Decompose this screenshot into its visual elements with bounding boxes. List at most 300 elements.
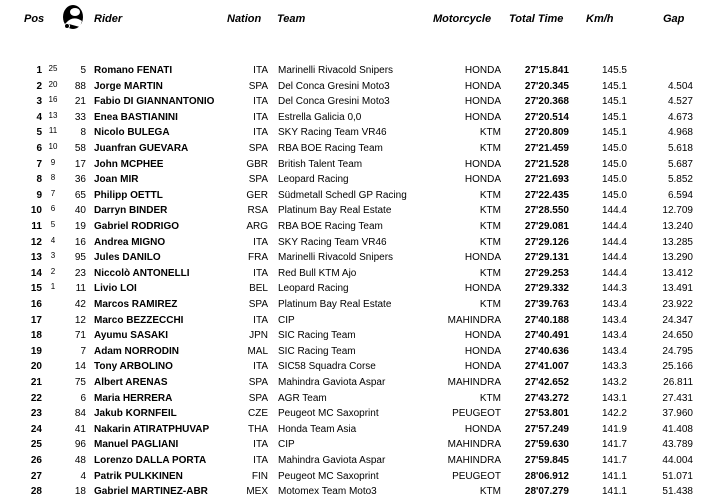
- average-speed: 145.5: [601, 65, 627, 76]
- average-speed: 142.2: [601, 408, 627, 420]
- championship-points: 2: [50, 266, 56, 276]
- average-speed: 145.1: [601, 96, 627, 108]
- total-time: 27'15.841: [524, 65, 569, 76]
- rider-name: Lorenzo DALLA PORTA: [94, 455, 207, 466]
- rider-number: 4: [80, 470, 86, 482]
- total-time: 27'40.188: [524, 314, 569, 326]
- rider-position: 15: [30, 283, 42, 295]
- total-time: 27'21.459: [524, 143, 569, 154]
- time-gap: 4.673: [667, 111, 693, 123]
- championship-points: 6: [50, 204, 56, 214]
- rider-number: 7: [80, 345, 86, 357]
- time-gap: 5.618: [667, 143, 693, 154]
- average-speed: 143.4: [601, 314, 627, 326]
- total-time: 27'20.345: [524, 80, 569, 92]
- rider-name: Ayumu SASAKI: [94, 330, 169, 342]
- rider-name: Patrik PULKKINEN: [94, 470, 183, 482]
- total-time: 27'22.435: [524, 189, 569, 201]
- time-gap: 27.431: [662, 392, 693, 404]
- rider-position: 2: [36, 80, 42, 92]
- rider-number: 5: [80, 65, 86, 76]
- table-row: [0, 484, 710, 500]
- rider-name: Niccolò ANTONELLI: [94, 267, 190, 279]
- rider-position: 5: [36, 127, 42, 139]
- motorcycle-make: MAHINDRA: [447, 314, 501, 326]
- average-speed: 143.2: [601, 377, 627, 388]
- table-row: [0, 157, 710, 173]
- time-gap: 26.811: [663, 377, 693, 388]
- rider-number: 18: [74, 486, 86, 498]
- team-name: AGR Team: [278, 392, 327, 404]
- motorcycle-make: KTM: [479, 205, 501, 217]
- championship-points: 3: [50, 251, 56, 261]
- total-time: 27'20.514: [524, 111, 569, 123]
- rider-name: Albert ARENAS: [94, 377, 168, 388]
- rider-position: 22: [30, 392, 42, 404]
- table-row: [0, 375, 710, 391]
- total-time: 27'29.332: [524, 283, 569, 295]
- motorcycle-make: HONDA: [464, 158, 501, 170]
- time-gap: 13.290: [662, 252, 693, 264]
- team-name: Mahindra Gaviota Aspar: [278, 377, 386, 388]
- rider-number: 17: [74, 158, 86, 170]
- time-gap: 13.491: [662, 283, 693, 295]
- header-rider: Rider: [94, 13, 123, 25]
- average-speed: 144.4: [601, 236, 627, 248]
- table-row: [0, 313, 710, 329]
- championship-points: 13: [48, 110, 58, 120]
- time-gap: 4.504: [667, 80, 693, 92]
- rider-nation: ITA: [253, 111, 268, 123]
- rider-name: Adam NORRODIN: [94, 345, 180, 357]
- average-speed: 141.7: [601, 439, 627, 451]
- rider-name: Jakub KORNFEIL: [94, 408, 177, 420]
- motorcycle-make: HONDA: [464, 111, 501, 123]
- rider-number: 65: [74, 189, 86, 201]
- rider-name: Tony ARBOLINO: [94, 361, 173, 373]
- motorcycle-make: PEUGEOT: [452, 470, 501, 482]
- total-time: 27'29.081: [524, 221, 569, 232]
- rider-name: Romano FENATI: [94, 65, 173, 76]
- total-time: 27'42.652: [524, 377, 569, 388]
- time-gap: 23.922: [662, 299, 693, 310]
- time-gap: 24.347: [662, 314, 693, 326]
- table-row: [0, 63, 710, 79]
- motorcycle-make: HONDA: [464, 330, 501, 342]
- rider-name: Gabriel RODRIGO: [94, 221, 180, 232]
- rider-number: 96: [74, 439, 86, 451]
- total-time: 27'29.131: [524, 252, 569, 264]
- average-speed: 145.0: [601, 143, 627, 154]
- rider-position: 9: [36, 189, 42, 201]
- team-name: Südmetall Schedl GP Racing: [278, 189, 407, 201]
- rider-nation: ITA: [253, 314, 268, 326]
- table-row: [0, 172, 710, 188]
- championship-points: 4: [50, 235, 56, 245]
- total-time: 27'20.368: [524, 96, 569, 108]
- time-gap: 41.408: [662, 423, 693, 435]
- rider-name: Juanfran GUEVARA: [94, 143, 189, 154]
- championship-points: 25: [48, 64, 58, 73]
- average-speed: 145.1: [601, 127, 627, 139]
- team-name: SIC58 Squadra Corse: [278, 361, 376, 373]
- average-speed: 143.4: [601, 330, 627, 342]
- header-kmh: Km/h: [586, 13, 614, 25]
- championship-points: 11: [48, 126, 58, 136]
- rider-position: 12: [30, 236, 42, 248]
- average-speed: 144.4: [601, 221, 627, 232]
- rider-position: 24: [30, 423, 42, 435]
- motorcycle-make: HONDA: [464, 423, 501, 435]
- header-gap: Gap: [663, 13, 685, 25]
- average-speed: 144.4: [601, 252, 627, 264]
- table-row: [0, 297, 710, 313]
- total-time: 27'28.550: [524, 205, 569, 217]
- motorcycle-make: HONDA: [464, 80, 501, 92]
- rider-nation: SPA: [248, 174, 268, 186]
- average-speed: 141.7: [601, 455, 627, 466]
- motorcycle-make: HONDA: [464, 283, 501, 295]
- rider-name: Enea BASTIANINI: [94, 111, 178, 123]
- total-time: 28'07.279: [524, 486, 569, 498]
- time-gap: 12.709: [662, 205, 693, 217]
- rider-position: 19: [30, 345, 42, 357]
- total-time: 27'41.007: [524, 361, 569, 373]
- average-speed: 143.3: [601, 361, 627, 373]
- time-gap: 37.960: [662, 408, 693, 420]
- rider-number: 8: [80, 127, 86, 139]
- team-name: Marinelli Rivacold Snipers: [278, 252, 394, 264]
- total-time: 28'06.912: [524, 470, 569, 482]
- rider-nation: SPA: [248, 377, 268, 388]
- team-name: RBA BOE Racing Team: [278, 143, 383, 154]
- rider-name: Fabio DI GIANNANTONIO: [94, 96, 215, 108]
- time-gap: 24.650: [662, 330, 693, 342]
- motorcycle-make: KTM: [479, 189, 501, 201]
- time-gap: 13.412: [662, 267, 693, 279]
- time-gap: 44.004: [662, 455, 693, 466]
- team-name: CIP: [278, 439, 295, 451]
- rider-number: 58: [74, 143, 86, 154]
- total-time: 27'20.809: [524, 127, 569, 139]
- average-speed: 141.1: [601, 486, 627, 498]
- motorcycle-make: HONDA: [464, 252, 501, 264]
- table-row: [0, 219, 710, 235]
- time-gap: 5.687: [667, 158, 693, 170]
- team-name: Platinum Bay Real Estate: [278, 299, 392, 310]
- table-row: [0, 188, 710, 204]
- rider-nation: ITA: [253, 455, 268, 466]
- rider-number: 88: [74, 80, 86, 92]
- rider-nation: GBR: [246, 158, 268, 170]
- motorcycle-make: MAHINDRA: [447, 439, 501, 451]
- rider-number: 33: [74, 111, 86, 123]
- header-total-time: Total Time: [509, 13, 564, 25]
- rider-number: 23: [74, 267, 86, 279]
- rider-name: Jorge MARTIN: [94, 80, 163, 92]
- team-name: Marinelli Rivacold Snipers: [278, 65, 394, 76]
- rider-position: 26: [30, 455, 42, 466]
- rider-position: 25: [30, 439, 42, 451]
- rider-position: 20: [30, 361, 42, 373]
- team-name: Red Bull KTM Ajo: [278, 267, 357, 279]
- team-name: Leopard Racing: [278, 283, 349, 295]
- motorcycle-make: MAHINDRA: [447, 377, 501, 388]
- motorcycle-make: KTM: [479, 486, 501, 498]
- motorcycle-make: MAHINDRA: [447, 455, 501, 466]
- time-gap: 51.071: [662, 470, 693, 482]
- average-speed: 143.4: [601, 345, 627, 357]
- rider-nation: MAL: [247, 345, 268, 357]
- team-name: SIC Racing Team: [278, 345, 356, 357]
- average-speed: 144.4: [601, 267, 627, 279]
- rider-name: Jules DANILO: [94, 252, 161, 264]
- motorcycle-make: HONDA: [464, 174, 501, 186]
- motorcycle-make: KTM: [479, 392, 501, 404]
- championship-points: 20: [48, 79, 58, 89]
- team-name: Motomex Team Moto3: [278, 486, 377, 498]
- rider-number: 14: [74, 361, 86, 373]
- rider-number: 42: [74, 299, 86, 310]
- average-speed: 144.4: [601, 205, 627, 217]
- header-team: Team: [277, 13, 306, 25]
- rider-name: Marco BEZZECCHI: [94, 314, 184, 326]
- rider-number: 36: [74, 174, 86, 186]
- motorcycle-make: HONDA: [464, 361, 501, 373]
- rider-position: 10: [30, 205, 42, 217]
- rider-name: Maria HERRERA: [94, 392, 173, 404]
- table-row: [0, 110, 710, 126]
- time-gap: 4.968: [667, 127, 693, 139]
- table-row: [0, 94, 710, 110]
- championship-points: 5: [50, 220, 56, 229]
- rider-position: 27: [30, 470, 42, 482]
- rider-position: 1: [36, 65, 42, 76]
- rider-nation: SPA: [248, 299, 268, 310]
- rider-position: 3: [36, 96, 42, 108]
- header-nation: Nation: [227, 13, 262, 25]
- championship-points: 1: [50, 282, 56, 292]
- motorcycle-make: KTM: [479, 143, 501, 154]
- championship-points: 16: [48, 95, 58, 105]
- rider-name: Nicolo BULEGA: [94, 127, 170, 139]
- rider-position: 18: [30, 330, 42, 342]
- team-name: CIP: [278, 314, 295, 326]
- table-row: [0, 344, 710, 360]
- rider-name: Marcos RAMIREZ: [94, 299, 178, 310]
- motorcycle-rider-icon: [58, 3, 88, 31]
- table-row: [0, 250, 710, 266]
- rider-nation: MEX: [246, 486, 268, 498]
- rider-position: 13: [30, 252, 42, 264]
- championship-points: 8: [50, 173, 56, 183]
- rider-position: 16: [30, 299, 42, 310]
- rider-name: Joan MIR: [94, 174, 139, 186]
- total-time: 27'53.801: [524, 408, 569, 420]
- team-name: Peugeot MC Saxoprint: [278, 470, 379, 482]
- rider-number: 12: [74, 314, 86, 326]
- motorcycle-make: HONDA: [464, 345, 501, 357]
- rider-number: 41: [74, 423, 86, 435]
- table-row: [0, 141, 710, 157]
- team-name: Honda Team Asia: [278, 423, 357, 435]
- total-time: 27'59.845: [524, 455, 569, 466]
- rider-nation: FRA: [248, 252, 268, 264]
- rider-number: 95: [74, 252, 86, 264]
- average-speed: 145.1: [601, 80, 627, 92]
- time-gap: 51.438: [662, 486, 693, 498]
- table-row: [0, 453, 710, 469]
- team-name: Del Conca Gresini Moto3: [278, 96, 390, 108]
- rider-position: 4: [36, 111, 42, 123]
- motorcycle-make: HONDA: [464, 96, 501, 108]
- motorcycle-make: PEUGEOT: [452, 408, 501, 420]
- rider-number: 19: [74, 221, 86, 232]
- table-row: [0, 359, 710, 375]
- team-name: Peugeot MC Saxoprint: [278, 408, 379, 420]
- rider-number: 16: [74, 236, 86, 248]
- table-row: [0, 391, 710, 407]
- rider-number: 11: [75, 283, 86, 295]
- rider-nation: ITA: [253, 96, 268, 108]
- rider-nation: ITA: [253, 236, 268, 248]
- rider-nation: ITA: [253, 65, 268, 76]
- team-name: SKY Racing Team VR46: [278, 236, 387, 248]
- total-time: 27'21.693: [524, 174, 569, 186]
- table-row: [0, 406, 710, 422]
- motorcycle-make: KTM: [479, 127, 501, 139]
- rider-nation: ITA: [253, 439, 268, 451]
- total-time: 27'29.253: [524, 267, 569, 279]
- time-gap: 5.852: [667, 174, 693, 186]
- table-row: [0, 437, 710, 453]
- championship-points: 9: [50, 157, 56, 167]
- average-speed: 145.0: [601, 158, 627, 170]
- table-row: [0, 235, 710, 251]
- total-time: 27'57.249: [524, 423, 569, 435]
- rider-nation: SPA: [248, 143, 268, 154]
- championship-points: 10: [48, 142, 58, 151]
- rider-number: 75: [74, 377, 86, 388]
- rider-name: Livio LOI: [94, 283, 137, 295]
- rider-nation: ARG: [246, 221, 268, 232]
- team-name: Platinum Bay Real Estate: [278, 205, 392, 217]
- team-name: SKY Racing Team VR46: [278, 127, 387, 139]
- team-name: RBA BOE Racing Team: [278, 221, 383, 232]
- team-name: Mahindra Gaviota Aspar: [278, 455, 386, 466]
- table-row: [0, 125, 710, 141]
- rider-nation: FIN: [251, 470, 268, 482]
- rider-position: 7: [36, 158, 42, 170]
- team-name: SIC Racing Team: [278, 330, 356, 342]
- rider-name: Darryn BINDER: [94, 205, 168, 217]
- rider-position: 6: [36, 143, 42, 154]
- rider-nation: RSA: [247, 205, 268, 217]
- time-gap: 43.789: [662, 439, 693, 451]
- rider-nation: SPA: [248, 392, 268, 404]
- total-time: 27'43.272: [524, 392, 569, 404]
- rider-number: 21: [74, 96, 86, 108]
- total-time: 27'59.630: [524, 439, 569, 451]
- championship-points: 7: [50, 188, 56, 198]
- motorcycle-make: KTM: [479, 267, 501, 279]
- motorcycle-make: HONDA: [464, 65, 501, 76]
- rider-number: 48: [74, 455, 86, 466]
- motorcycle-make: KTM: [479, 299, 501, 310]
- table-row: [0, 281, 710, 297]
- rider-nation: SPA: [248, 80, 268, 92]
- header-motorcycle: Motorcycle: [433, 13, 492, 25]
- rider-nation: ITA: [253, 267, 268, 279]
- rider-position: 21: [30, 377, 42, 388]
- average-speed: 143.4: [601, 299, 627, 310]
- table-row: [0, 328, 710, 344]
- table-row: [0, 79, 710, 95]
- rider-name: Manuel PAGLIANI: [94, 439, 179, 451]
- rider-position: 28: [30, 486, 42, 498]
- rider-nation: THA: [248, 423, 268, 435]
- time-gap: 25.166: [662, 361, 693, 373]
- table-row: [0, 422, 710, 438]
- rider-number: 84: [74, 408, 86, 420]
- rider-position: 17: [30, 314, 42, 326]
- total-time: 27'21.528: [524, 158, 569, 170]
- results-header: [0, 0, 710, 30]
- time-gap: 13.240: [662, 221, 693, 232]
- table-row: [0, 469, 710, 485]
- time-gap: 24.795: [662, 345, 693, 357]
- total-time: 27'40.491: [524, 330, 569, 342]
- motorcycle-make: KTM: [479, 236, 501, 248]
- team-name: Leopard Racing: [278, 174, 349, 186]
- rider-number: 6: [80, 392, 86, 404]
- rider-position: 23: [30, 408, 42, 420]
- rider-name: Gabriel MARTINEZ-ABR: [94, 486, 208, 498]
- team-name: Estrella Galicia 0,0: [278, 111, 362, 123]
- rider-position: 8: [36, 174, 42, 186]
- table-row: [0, 203, 710, 219]
- rider-name: Nakarin ATIRATPHUVAP: [94, 423, 210, 435]
- rider-name: Andrea MIGNO: [94, 236, 166, 248]
- rider-nation: ITA: [253, 127, 268, 139]
- table-row: [0, 266, 710, 282]
- rider-nation: BEL: [249, 283, 268, 295]
- average-speed: 144.3: [601, 283, 627, 295]
- time-gap: 4.527: [667, 96, 693, 108]
- average-speed: 141.1: [601, 470, 627, 482]
- header-pos: Pos: [24, 13, 45, 25]
- rider-nation: ITA: [253, 361, 268, 373]
- total-time: 27'29.126: [524, 236, 569, 248]
- average-speed: 141.9: [601, 423, 627, 435]
- rider-name: Philipp OETTL: [94, 189, 163, 201]
- team-name: Del Conca Gresini Moto3: [278, 80, 390, 92]
- total-time: 27'40.636: [524, 345, 569, 357]
- average-speed: 145.1: [601, 111, 627, 123]
- rider-position: 11: [31, 221, 42, 232]
- rider-nation: CZE: [248, 408, 268, 420]
- rider-name: John MCPHEE: [94, 158, 164, 170]
- team-name: British Talent Team: [278, 158, 363, 170]
- average-speed: 145.0: [601, 189, 627, 201]
- rider-position: 14: [30, 267, 42, 279]
- rider-nation: JPN: [249, 330, 268, 342]
- motorcycle-make: KTM: [479, 221, 501, 232]
- average-speed: 145.0: [601, 174, 627, 186]
- rider-number: 71: [74, 330, 86, 342]
- rider-nation: GER: [246, 189, 268, 201]
- total-time: 27'39.763: [524, 299, 569, 310]
